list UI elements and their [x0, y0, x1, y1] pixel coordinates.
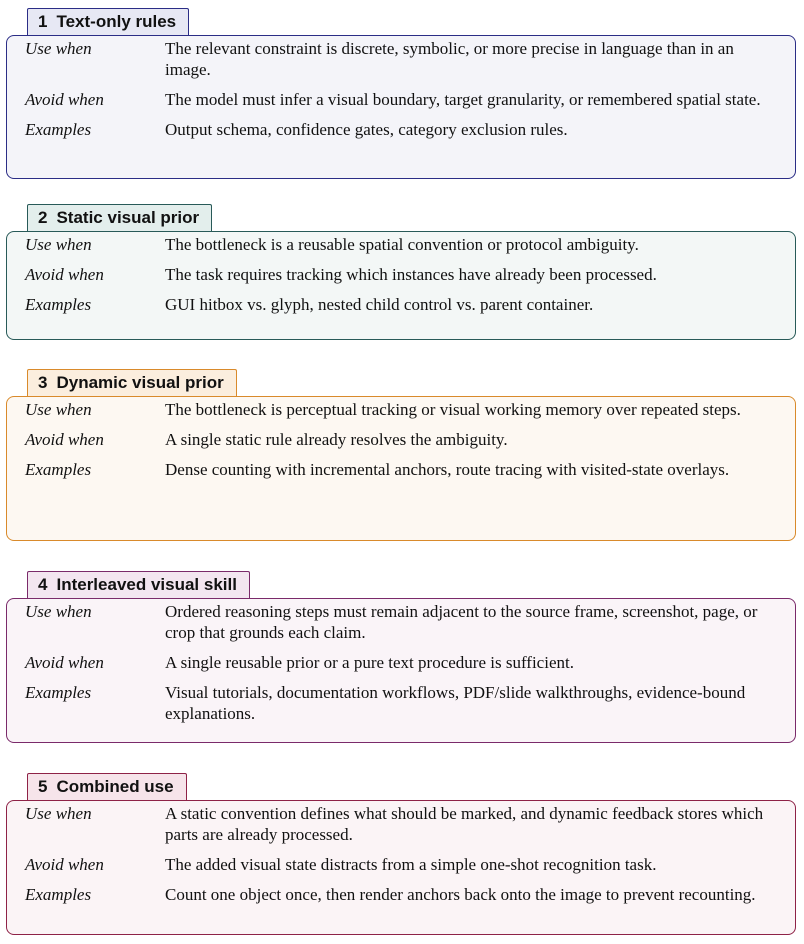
- row-use-when: [25, 234, 777, 255]
- avoid-when-text: The added visual state distracts from a simple one-shot recognition task.: [165, 855, 657, 874]
- row-examples: [25, 119, 777, 140]
- avoid-when-label: Avoid when: [25, 855, 104, 874]
- avoid-when-text: The task requires tracking which instances have already been processed.: [165, 265, 657, 284]
- examples-text: Visual tutorials, documentation workflows, PDF/slide walkthroughs, evidence-bound explanations.: [165, 683, 746, 723]
- use-when-text: The bottleneck is perceptual tracking or visual working memory over repeated steps.: [165, 400, 741, 419]
- row-avoid-when: [25, 264, 777, 285]
- row-avoid-when: [25, 652, 777, 673]
- avoid-when-label: Avoid when: [25, 90, 104, 109]
- card-number: 1: [38, 12, 48, 31]
- examples-label: Examples: [25, 683, 92, 702]
- row-examples: [25, 884, 777, 905]
- card-title-text: Dynamic visual prior: [56, 373, 224, 392]
- examples-label: Examples: [25, 885, 92, 904]
- card-title-text: Text-only rules: [56, 12, 177, 31]
- examples-text: Count one object once, then render anchors back onto the image to prevent recounting.: [165, 885, 756, 904]
- use-when-text: The bottleneck is a reusable spatial convention or protocol ambiguity.: [165, 235, 639, 254]
- card-dynamic-visual-prior: [6, 369, 796, 541]
- card-title: [27, 369, 237, 396]
- card-interleaved-visual-skill: [6, 571, 796, 743]
- row-use-when: [25, 38, 777, 80]
- examples-text: GUI hitbox vs. glyph, nested child control vs. parent container.: [165, 295, 594, 314]
- avoid-when-text: A single static rule already resolves the ambiguity.: [165, 430, 508, 449]
- card-title: [27, 571, 250, 598]
- avoid-when-text: The model must infer a visual boundary, target granularity, or remembered spatial state.: [165, 90, 761, 109]
- card-number: 5: [38, 777, 48, 796]
- avoid-when-label: Avoid when: [25, 430, 104, 449]
- examples-label: Examples: [25, 460, 92, 479]
- row-use-when: [25, 803, 777, 845]
- card-title: [27, 204, 212, 231]
- use-when-label: Use when: [25, 804, 92, 823]
- card-number: 4: [38, 575, 48, 594]
- row-examples: [25, 682, 777, 724]
- card-title-text: Static visual prior: [56, 208, 200, 227]
- avoid-when-label: Avoid when: [25, 653, 104, 672]
- card-text-only-rules: [6, 8, 796, 179]
- card-title: [27, 8, 189, 35]
- avoid-when-text: A single reusable prior or a pure text procedure is sufficient.: [165, 653, 574, 672]
- use-when-text: A static convention defines what should be marked, and dynamic feedback stores which parts are already processed.: [165, 804, 764, 844]
- row-avoid-when: [25, 429, 777, 450]
- card-number: 2: [38, 208, 48, 227]
- examples-text: Dense counting with incremental anchors, route tracing with visited-state overlays.: [165, 460, 730, 479]
- card-body: [6, 598, 796, 743]
- card-number: 3: [38, 373, 48, 392]
- use-when-text: Ordered reasoning steps must remain adjacent to the source frame, screenshot, page, or crop that grounds each claim.: [165, 602, 758, 642]
- row-avoid-when: [25, 89, 777, 110]
- avoid-when-label: Avoid when: [25, 265, 104, 284]
- row-avoid-when: [25, 854, 777, 875]
- card-body: [6, 231, 796, 340]
- card-title-text: Combined use: [56, 777, 174, 796]
- row-use-when: [25, 399, 777, 420]
- card-body: [6, 800, 796, 935]
- use-when-label: Use when: [25, 235, 92, 254]
- card-title-text: Interleaved visual skill: [56, 575, 237, 594]
- card-title: [27, 773, 187, 800]
- row-examples: [25, 294, 777, 315]
- card-body: [6, 396, 796, 541]
- card-combined-use: [6, 773, 796, 935]
- card-static-visual-prior: [6, 204, 796, 340]
- card-body: [6, 35, 796, 179]
- row-use-when: [25, 601, 777, 643]
- row-examples: [25, 459, 777, 480]
- use-when-label: Use when: [25, 602, 92, 621]
- use-when-label: Use when: [25, 400, 92, 419]
- use-when-label: Use when: [25, 39, 92, 58]
- examples-text: Output schema, confidence gates, category exclusion rules.: [165, 120, 568, 139]
- examples-label: Examples: [25, 120, 92, 139]
- examples-label: Examples: [25, 295, 92, 314]
- use-when-text: The relevant constraint is discrete, symbolic, or more precise in language than in an image.: [165, 39, 734, 79]
